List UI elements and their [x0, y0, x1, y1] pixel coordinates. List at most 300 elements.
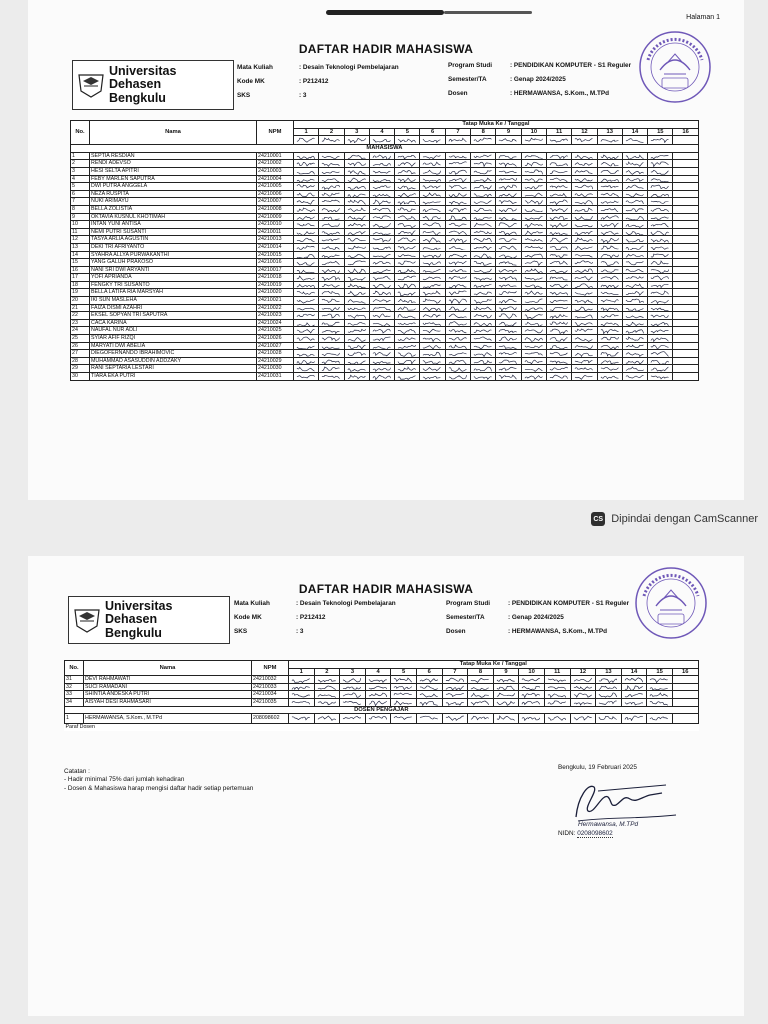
pen-mark — [326, 10, 444, 15]
signature-cell — [673, 152, 698, 160]
col-header-nama: Nama — [90, 121, 257, 145]
table-row — [71, 175, 699, 183]
scanned-page-1 — [28, 0, 744, 500]
signature-cell — [344, 236, 369, 244]
signature-cell — [294, 266, 319, 274]
signature-cell — [445, 213, 470, 221]
signature-cell — [596, 698, 622, 706]
handwritten-signature-icon — [558, 777, 698, 825]
cell-nama: HESI SELTA APITRI — [90, 167, 257, 175]
signature-cell — [546, 259, 571, 267]
signature-cell — [597, 221, 622, 229]
signature-cell — [319, 198, 344, 206]
signature-cell — [395, 259, 420, 267]
signature-cell — [294, 205, 319, 213]
cell-no: 3 — [71, 167, 90, 175]
signature-cell — [365, 698, 391, 706]
cell-npm: 24210026 — [257, 335, 294, 343]
signature-cell — [570, 691, 596, 699]
cell-nama: IKI SUN MASLEHA — [90, 297, 257, 305]
signature-cell — [445, 167, 470, 175]
signature-cell — [521, 152, 546, 160]
signature-cell — [420, 213, 445, 221]
signature-cell — [493, 698, 519, 706]
signature-cell — [673, 243, 698, 251]
table-row — [71, 365, 699, 373]
signature-cell — [621, 683, 647, 691]
signature-cell — [597, 236, 622, 244]
notes-line: - Hadir minimal 75% dari jumlah kehadiran — [64, 776, 185, 784]
signature-cell — [344, 213, 369, 221]
signature-cell — [365, 683, 391, 691]
signature-cell — [471, 327, 496, 335]
cell-npm: 24210032 — [252, 676, 289, 684]
signature-cell — [445, 175, 470, 183]
signature-cell — [496, 350, 521, 358]
signature-cell — [471, 266, 496, 274]
signature-cell — [521, 312, 546, 320]
signature-cell — [471, 274, 496, 282]
signature-cell — [648, 304, 673, 312]
signature-cell — [294, 335, 319, 343]
cell-nama: EKSEL SOPYAN TRI SAPUTRA — [90, 312, 257, 320]
table-row — [71, 297, 699, 305]
signature-cell — [395, 160, 420, 168]
signature-cell — [496, 236, 521, 244]
signature-cell — [369, 373, 394, 381]
signature-cell — [420, 175, 445, 183]
signature-cell — [395, 365, 420, 373]
signature-cell — [445, 259, 470, 267]
signature-cell — [445, 357, 470, 365]
signature-cell — [597, 167, 622, 175]
signature-cell — [546, 335, 571, 343]
cell-nama: CACA KARINA — [90, 319, 257, 327]
signature-cell — [597, 152, 622, 160]
signature-cell — [673, 167, 698, 175]
signature-cell — [420, 327, 445, 335]
signature-cell — [572, 350, 597, 358]
signature-cell — [648, 365, 673, 373]
signature-cell — [546, 205, 571, 213]
signature-cell — [496, 160, 521, 168]
signature-cell — [395, 357, 420, 365]
signature-cell — [294, 190, 319, 198]
table-row — [71, 335, 699, 343]
cell-no: 34 — [65, 698, 84, 706]
signature-cell — [391, 683, 417, 691]
cell-npm: 24210021 — [257, 297, 294, 305]
signature-cell — [420, 236, 445, 244]
signature-cell — [673, 304, 698, 312]
cell-npm: 24210017 — [257, 266, 294, 274]
signature-cell — [395, 213, 420, 221]
signature-cell — [420, 281, 445, 289]
meeting-number: 9 — [496, 128, 521, 136]
signature-cell — [395, 221, 420, 229]
signature-cell — [648, 373, 673, 381]
university-logo-box — [72, 60, 234, 110]
signature-cell — [496, 342, 521, 350]
signature-cell — [496, 304, 521, 312]
signature-cell — [521, 304, 546, 312]
signature-cell — [471, 335, 496, 343]
signature-cell — [622, 373, 647, 381]
signature-cell — [496, 243, 521, 251]
cell-no: 4 — [71, 175, 90, 183]
signature-cell — [445, 251, 470, 259]
signature-cell — [572, 259, 597, 267]
cell-nama: FENGKY TRI SUSANTO — [90, 281, 257, 289]
table-row — [71, 152, 699, 160]
signature-cell — [294, 304, 319, 312]
signature-cell — [344, 365, 369, 373]
signature-cell — [572, 198, 597, 206]
signature-cell — [395, 319, 420, 327]
signature-cell — [294, 274, 319, 282]
cell-no: 28 — [71, 357, 90, 365]
signature-cell — [395, 350, 420, 358]
signature-cell — [648, 190, 673, 198]
paraf-dosen-label: Paraf Dosen — [65, 724, 95, 731]
signature-cell — [395, 297, 420, 305]
cell-npm: 24210031 — [257, 373, 294, 381]
cell-nama: NANI SRI DWI ARYANTI — [90, 266, 257, 274]
signature-cell — [471, 198, 496, 206]
signature-cell — [420, 312, 445, 320]
signature-cell — [521, 297, 546, 305]
signature-cell — [420, 205, 445, 213]
signature-cell — [672, 691, 698, 699]
cell-no: 22 — [71, 312, 90, 320]
meeting-date-cell — [546, 136, 571, 145]
signature-cell — [572, 213, 597, 221]
signature-cell — [546, 373, 571, 381]
signature-cell — [319, 160, 344, 168]
signature-cell — [471, 205, 496, 213]
signature-cell — [369, 183, 394, 191]
signature-cell — [369, 297, 394, 305]
university-name-line2: Dehasen — [109, 77, 162, 92]
course-meta-left — [237, 60, 399, 102]
signature-cell — [420, 319, 445, 327]
cell-nama: SHINTIA ANDESKA PUTRI — [84, 691, 252, 699]
meeting-number: 12 — [570, 668, 596, 676]
signature-cell — [673, 281, 698, 289]
meeting-date-cell — [395, 136, 420, 145]
signature-cell — [496, 152, 521, 160]
signature-cell — [319, 152, 344, 160]
signature-cell — [319, 251, 344, 259]
meeting-date-cell — [597, 136, 622, 145]
signature-cell — [319, 289, 344, 297]
signature-cell — [572, 297, 597, 305]
signature-cell — [544, 714, 570, 724]
cell-nama: BELLA LATIFA RIA MARSYAH — [90, 289, 257, 297]
signature-cell — [395, 373, 420, 381]
signature-cell — [572, 205, 597, 213]
signature-cell — [546, 160, 571, 168]
signature-cell — [294, 357, 319, 365]
signature-cell — [546, 198, 571, 206]
signature-cell — [622, 259, 647, 267]
signature-cell — [521, 350, 546, 358]
signature-cell — [673, 228, 698, 236]
meta-label: Mata Kuliah — [237, 63, 273, 71]
signature-place-date: Bengkulu, 19 Februari 2025 — [558, 764, 637, 771]
meta-value: : HERMAWANSA, S.Kom., M.TPd — [508, 627, 608, 635]
signature-cell — [344, 259, 369, 267]
signature-cell — [294, 167, 319, 175]
cell-no: 14 — [71, 251, 90, 259]
signature-cell — [344, 304, 369, 312]
signature-cell — [572, 335, 597, 343]
signature-cell — [672, 714, 698, 724]
signature-cell — [445, 289, 470, 297]
table-row — [71, 183, 699, 191]
table-row — [71, 319, 699, 327]
meeting-number: 14 — [622, 128, 647, 136]
university-crest-icon — [73, 606, 101, 634]
signature-cell — [369, 259, 394, 267]
cell-npm: 24210025 — [257, 327, 294, 335]
signature-cell — [471, 289, 496, 297]
meeting-number: 7 — [442, 668, 468, 676]
signature-cell — [648, 342, 673, 350]
table-row — [71, 274, 699, 282]
cell-nama: MUHAMMAD ASASUDDIN ADDZAKY — [90, 357, 257, 365]
signature-cell — [673, 259, 698, 267]
signature-cell — [369, 236, 394, 244]
table-row — [71, 213, 699, 221]
meeting-number: 3 — [344, 128, 369, 136]
cell-npm: 24210007 — [257, 198, 294, 206]
meeting-number: 15 — [648, 128, 673, 136]
table-row — [71, 304, 699, 312]
signature-cell — [622, 357, 647, 365]
signature-cell — [395, 335, 420, 343]
meeting-number: 1 — [294, 128, 319, 136]
cell-npm: 24210023 — [257, 312, 294, 320]
signature-cell — [420, 357, 445, 365]
signature-cell — [496, 373, 521, 381]
signature-cell — [622, 266, 647, 274]
signature-cell — [294, 289, 319, 297]
signature-cell — [572, 175, 597, 183]
cell-no: 10 — [71, 221, 90, 229]
signature-cell — [314, 683, 340, 691]
signature-cell — [445, 342, 470, 350]
university-name-line1: Universitas — [105, 598, 173, 613]
course-meta-right — [448, 58, 631, 100]
signature-cell — [369, 221, 394, 229]
signature-cell — [420, 221, 445, 229]
signature-cell — [471, 319, 496, 327]
signature-cell — [319, 205, 344, 213]
signature-cell — [622, 213, 647, 221]
signature-cell — [294, 198, 319, 206]
cell-nama: NAUFAL NUR ADLI — [90, 327, 257, 335]
cell-npm: 24210009 — [257, 213, 294, 221]
cell-npm: 24210003 — [257, 167, 294, 175]
signature-cell — [445, 228, 470, 236]
meeting-date-cell — [344, 136, 369, 145]
signature-cell — [445, 281, 470, 289]
signature-cell — [294, 373, 319, 381]
col-header-nama: Nama — [84, 661, 252, 676]
signature-cell — [294, 175, 319, 183]
signature-cell — [572, 274, 597, 282]
signature-cell — [471, 213, 496, 221]
signature-cell — [391, 698, 417, 706]
signature-cell — [597, 327, 622, 335]
signature-cell — [572, 243, 597, 251]
signature-cell — [521, 319, 546, 327]
signature-cell — [673, 236, 698, 244]
signature-cell — [672, 683, 698, 691]
signature-cell — [544, 691, 570, 699]
signature-cell — [597, 281, 622, 289]
signature-cell — [493, 714, 519, 724]
signature-cell — [572, 236, 597, 244]
signature-cell — [471, 350, 496, 358]
signature-cell — [471, 243, 496, 251]
signature-cell — [445, 160, 470, 168]
signature-cell — [521, 167, 546, 175]
cell-nama: NUKI ARIMAYU — [90, 198, 257, 206]
signature-cell — [647, 698, 673, 706]
university-name-line3: Bengkulu — [105, 625, 162, 640]
signature-cell — [340, 691, 366, 699]
signature-cell — [546, 243, 571, 251]
signature-cell — [319, 221, 344, 229]
signature-cell — [294, 213, 319, 221]
signature-cell — [445, 312, 470, 320]
signature-cell — [471, 365, 496, 373]
cell-nama: FAIZA DISMI AZAHRI — [90, 304, 257, 312]
signature-cell — [319, 274, 344, 282]
table-row — [71, 312, 699, 320]
meta-value: : PENDIDIKAN KOMPUTER - S1 Reguler — [508, 599, 630, 607]
signature-cell — [596, 683, 622, 691]
signature-cell — [546, 289, 571, 297]
signature-cell — [648, 243, 673, 251]
signature-cell — [369, 289, 394, 297]
signature-cell — [521, 281, 546, 289]
signature-cell — [521, 251, 546, 259]
meeting-number: 6 — [420, 128, 445, 136]
university-name-line1: Universitas — [109, 63, 177, 78]
signature-cell — [369, 266, 394, 274]
signature-cell — [521, 342, 546, 350]
table-row — [71, 281, 699, 289]
signature-cell — [648, 198, 673, 206]
signature-cell — [521, 327, 546, 335]
signature-cell — [344, 266, 369, 274]
meta-label: Kode MK — [234, 613, 262, 621]
signature-cell — [471, 297, 496, 305]
meeting-number: 10 — [519, 668, 545, 676]
signature-cell — [395, 183, 420, 191]
signature-cell — [648, 281, 673, 289]
meeting-number: 5 — [395, 128, 420, 136]
signature-cell — [673, 357, 698, 365]
signature-cell — [420, 183, 445, 191]
signature-cell — [648, 319, 673, 327]
signature-cell — [369, 152, 394, 160]
signature-cell — [445, 365, 470, 373]
signature-cell — [597, 198, 622, 206]
meeting-header: Tatap Muka Ke / Tanggal — [289, 661, 699, 669]
signature-cell — [546, 167, 571, 175]
signature-cell — [570, 698, 596, 706]
signature-cell — [344, 357, 369, 365]
meeting-number: 10 — [521, 128, 546, 136]
signature-cell — [546, 236, 571, 244]
signature-cell — [294, 152, 319, 160]
signature-cell — [673, 350, 698, 358]
signature-cell — [395, 205, 420, 213]
signature-cell — [493, 676, 519, 684]
cell-nama: DIEGOFERNANDO IBRAHIMOVIC — [90, 350, 257, 358]
scanned-page-2 — [28, 556, 744, 1016]
signature-cell — [496, 319, 521, 327]
signature-cell — [344, 274, 369, 282]
table-row — [71, 243, 699, 251]
signature-cell — [546, 304, 571, 312]
signature-cell — [546, 281, 571, 289]
meta-value: : Genap 2024/2025 — [510, 75, 566, 83]
signature-cell — [546, 297, 571, 305]
cell-no: 25 — [71, 335, 90, 343]
signature-cell — [673, 175, 698, 183]
signature-cell — [496, 205, 521, 213]
meeting-date-cell — [648, 136, 673, 145]
meeting-number: 6 — [416, 668, 442, 676]
signature-cell — [344, 152, 369, 160]
table-row — [71, 357, 699, 365]
signature-cell — [319, 335, 344, 343]
signature-cell — [647, 691, 673, 699]
signature-cell — [369, 167, 394, 175]
signature-cell — [521, 236, 546, 244]
signature-cell — [314, 714, 340, 724]
signature-cell — [572, 357, 597, 365]
signature-cell — [471, 152, 496, 160]
signature-cell — [496, 221, 521, 229]
cell-npm: 24210022 — [257, 304, 294, 312]
meta-value: : P212412 — [296, 613, 326, 621]
meta-value: : P212412 — [299, 77, 329, 85]
signature-cell — [319, 297, 344, 305]
signature-cell — [294, 183, 319, 191]
signature-cell — [597, 175, 622, 183]
cell-nama: NEMI PUTRI SUSANTI — [90, 228, 257, 236]
signature-cell — [519, 676, 545, 684]
signature-cell — [572, 342, 597, 350]
notes — [64, 768, 253, 793]
signature-cell — [344, 221, 369, 229]
signature-cell — [496, 297, 521, 305]
cell-nama: OKTAVIA KUSNUL KHOTIMAH — [90, 213, 257, 221]
signature-cell — [597, 243, 622, 251]
signature-cell — [572, 365, 597, 373]
signature-cell — [344, 167, 369, 175]
signature-cell — [340, 676, 366, 684]
meeting-number: 4 — [365, 668, 391, 676]
signature-cell — [496, 357, 521, 365]
signature-cell — [319, 213, 344, 221]
